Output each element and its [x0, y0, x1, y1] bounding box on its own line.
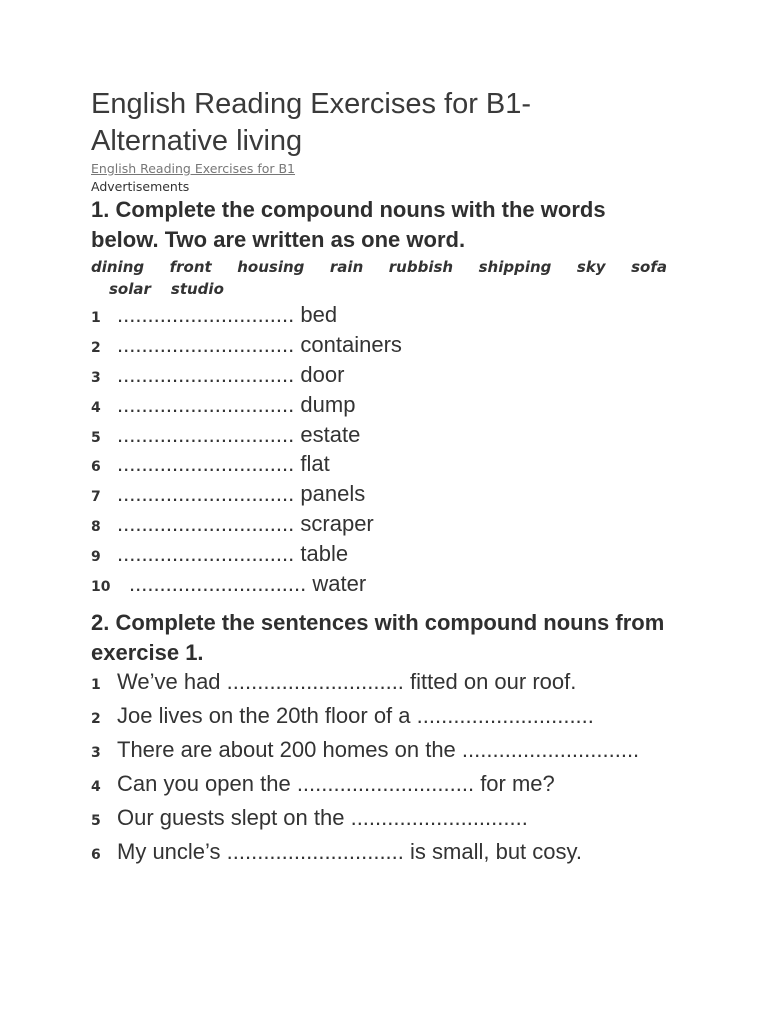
answer-blank[interactable]: .............................	[117, 451, 295, 477]
exercise1-item	[91, 390, 402, 420]
item-number: 5	[91, 429, 101, 446]
item-text: door	[300, 361, 345, 387]
item-text: water	[312, 571, 367, 597]
answer-blank[interactable]: .............................	[461, 736, 640, 762]
item-text: table	[300, 541, 349, 567]
sentence-before: We’ve had	[117, 669, 227, 694]
exercise2-item	[91, 735, 671, 769]
item-text: flat	[300, 451, 330, 477]
answer-blank[interactable]: .............................	[226, 838, 404, 864]
answer-blank[interactable]: .............................	[117, 511, 295, 537]
answer-blank[interactable]: .............................	[226, 669, 404, 694]
item-number: 9	[91, 549, 101, 566]
exercise2-item	[91, 769, 671, 803]
sentence-before: Our guests slept on the	[117, 804, 351, 830]
exercise1-item	[91, 569, 402, 599]
exercise1-item	[91, 300, 402, 330]
exercise2-list	[91, 667, 671, 870]
answer-blank[interactable]: .............................	[129, 571, 307, 597]
item-number: 3	[91, 744, 101, 761]
answer-blank[interactable]: .............................	[117, 361, 295, 387]
sentence-after: is small, but cosy.	[403, 838, 582, 864]
exercise1-item	[91, 360, 402, 390]
advertisements-label: Advertisements	[91, 179, 190, 194]
answer-blank[interactable]: .............................	[296, 770, 475, 796]
answer-blank[interactable]: .............................	[117, 421, 295, 447]
word-bank-line-2	[109, 278, 244, 300]
exercise2-item	[91, 701, 671, 735]
item-text: containers	[300, 331, 402, 357]
exercise1-item	[91, 449, 402, 479]
item-number: 7	[91, 489, 101, 506]
answer-blank[interactable]: .............................	[117, 331, 295, 357]
item-number: 4	[91, 778, 101, 795]
item-number: 10	[91, 579, 111, 596]
sentence-before: Can you open the	[117, 770, 297, 796]
sentence-after: fitted on our roof.	[403, 669, 577, 694]
exercise1-item	[91, 330, 402, 360]
item-number: 1	[91, 310, 101, 326]
answer-blank[interactable]: .............................	[117, 391, 295, 417]
item-number: 2	[91, 339, 101, 356]
item-number: 3	[91, 369, 101, 386]
item-number: 1	[91, 677, 101, 693]
exercise2-item	[91, 803, 671, 837]
sentence-before: There are about 200 homes on the	[117, 736, 462, 762]
breadcrumb-link[interactable]: English Reading Exercises for B1	[91, 161, 296, 176]
exercise1-item	[91, 479, 402, 509]
exercise1-heading: 1. Complete the compound nouns with the words below. Two are written as one word.	[91, 197, 606, 252]
item-number: 6	[91, 846, 101, 863]
exercise2-item	[91, 667, 671, 701]
sentence-before: Joe lives on the 20th floor of a	[117, 702, 417, 728]
answer-blank[interactable]: .............................	[117, 302, 295, 327]
item-number: 4	[91, 399, 101, 416]
item-number: 6	[91, 459, 101, 476]
exercise1-item	[91, 539, 402, 569]
answer-blank[interactable]: .............................	[117, 481, 295, 507]
exercise2-heading: 2. Complete the sentences with compound nouns from exercise 1.	[91, 610, 665, 665]
item-text: estate	[300, 421, 361, 447]
word-bank-line-1: dining front housing rain rubbish shipping sky sofa	[91, 258, 667, 276]
item-number: 8	[91, 519, 101, 536]
word-bank-item: studio	[170, 280, 224, 298]
exercise2-item	[91, 837, 671, 871]
item-text: dump	[300, 391, 356, 417]
sentence-after: for me?	[474, 770, 555, 796]
answer-blank[interactable]: .............................	[416, 702, 594, 728]
page-title: English Reading Exercises for B1- Alternative living	[91, 88, 532, 157]
item-text: bed	[300, 302, 338, 327]
item-text: panels	[300, 481, 366, 507]
exercise1-item	[91, 509, 402, 539]
answer-blank[interactable]: .............................	[117, 541, 295, 567]
word-bank-item: solar	[109, 280, 151, 298]
sentence-before: My uncle’s	[117, 838, 227, 864]
answer-blank[interactable]: .............................	[350, 804, 528, 830]
item-text: scraper	[300, 511, 374, 537]
item-number: 2	[91, 710, 101, 727]
item-number: 5	[91, 812, 101, 829]
exercise1-item	[91, 420, 402, 450]
exercise1-list	[91, 300, 402, 599]
